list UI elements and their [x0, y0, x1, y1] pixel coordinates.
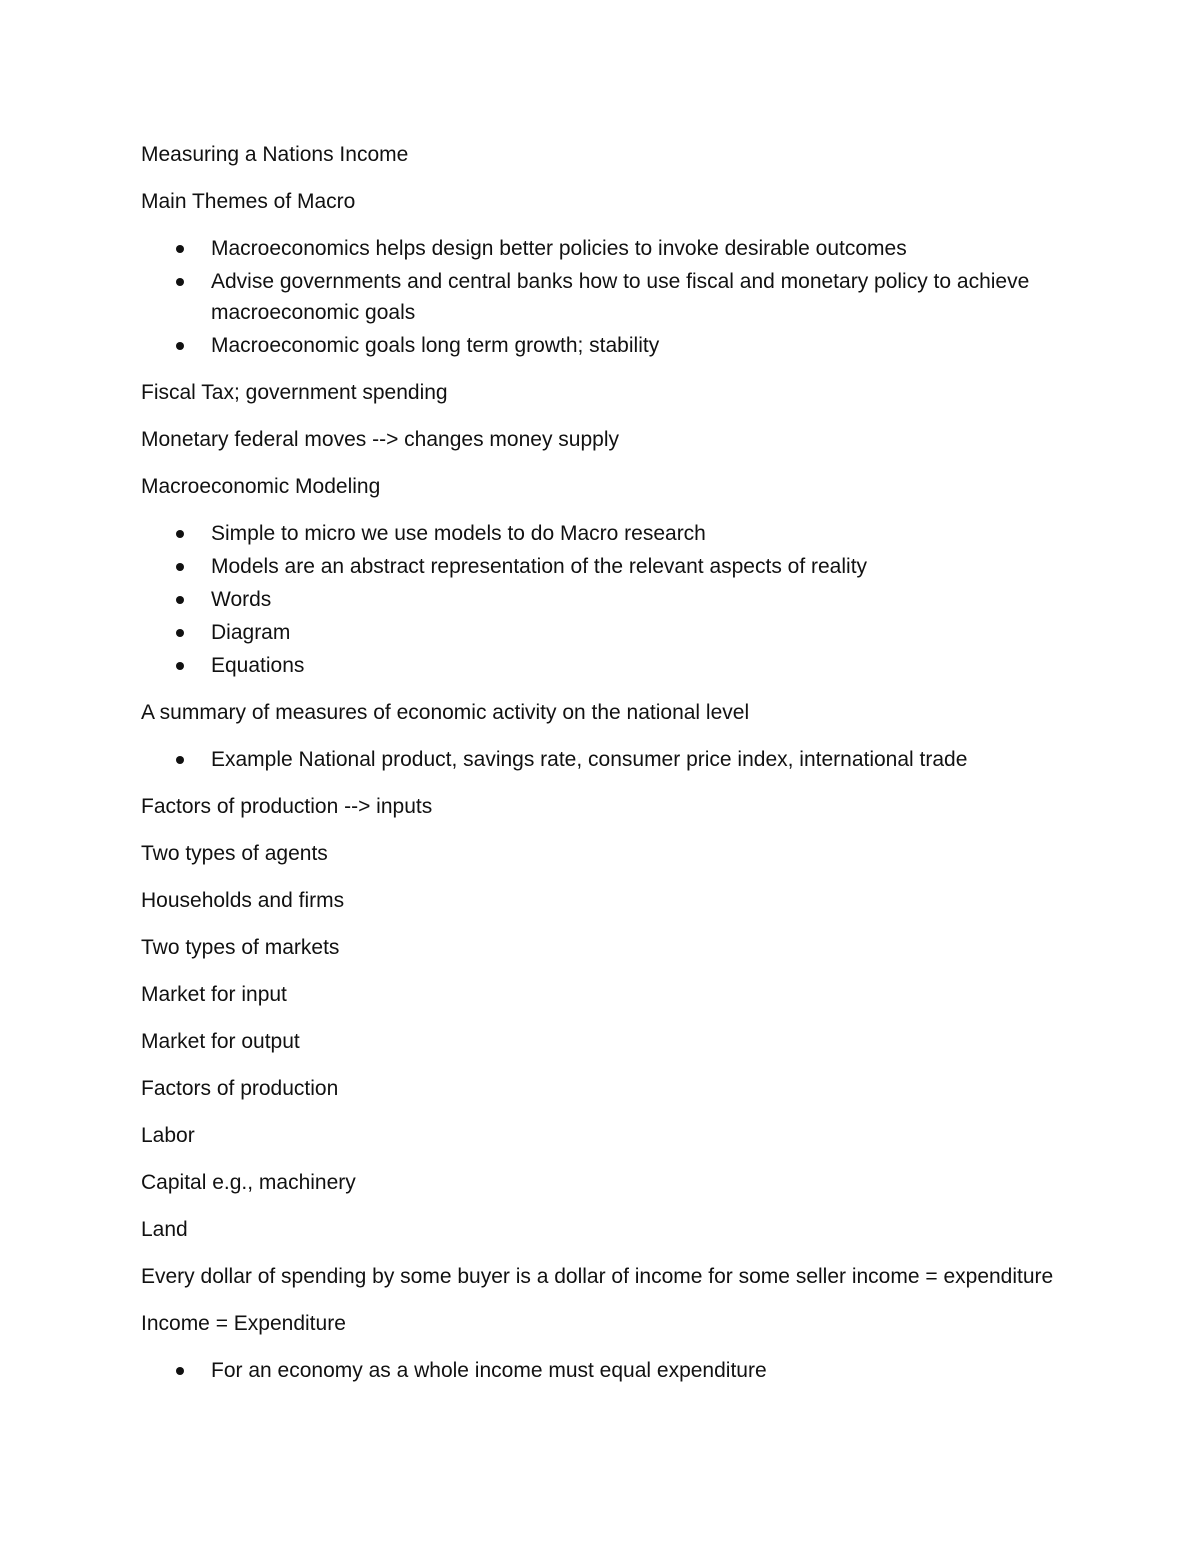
paragraph: Market for input [141, 983, 287, 1006]
paragraph: Fiscal Tax; government spending [141, 381, 448, 404]
bullet-text: Advise governments and central banks how to use fiscal and monetary policy to achieve macroeconomic goals [211, 270, 1030, 324]
bullet-list [141, 518, 1061, 681]
bullet-text: Diagram [211, 621, 291, 644]
bullet-item [141, 330, 1061, 361]
bullet-list [141, 744, 1061, 775]
bullet-dot-icon [176, 1367, 184, 1375]
bullet-item [141, 584, 1061, 615]
bullet-dot-icon [176, 756, 184, 764]
paragraph: Every dollar of spending by some buyer is a dollar of income for some seller income = expenditure [141, 1265, 1054, 1288]
bullet-text: Macroeconomic goals long term growth; stability [211, 334, 660, 357]
paragraph: Factors of production [141, 1077, 339, 1100]
paragraph: Land [141, 1218, 188, 1241]
bullet-list [141, 233, 1061, 361]
bullet-dot-icon [176, 629, 184, 637]
paragraph: Monetary federal moves --> changes money supply [141, 428, 619, 451]
bullet-text: For an economy as a whole income must equal expenditure [211, 1359, 767, 1382]
document-body [141, 139, 1061, 1402]
bullet-dot-icon [176, 245, 184, 253]
bullet-item [141, 266, 1061, 328]
bullet-dot-icon [176, 596, 184, 604]
bullet-list [141, 1355, 1061, 1386]
bullet-text: Words [211, 588, 272, 611]
bullet-item [141, 744, 1061, 775]
bullet-text: Example National product, savings rate, consumer price index, international trade [211, 748, 968, 771]
bullet-text: Models are an abstract representation of the relevant aspects of reality [211, 555, 868, 578]
bullet-item [141, 650, 1061, 681]
paragraph: Macroeconomic Modeling [141, 475, 381, 498]
bullet-dot-icon [176, 278, 184, 286]
paragraph: Households and firms [141, 889, 345, 912]
bullet-dot-icon [176, 530, 184, 538]
bullet-item [141, 233, 1061, 264]
bullet-dot-icon [176, 662, 184, 670]
bullet-item [141, 1355, 1061, 1386]
paragraph: Two types of markets [141, 936, 340, 959]
paragraph: Two types of agents [141, 842, 328, 865]
paragraph: A summary of measures of economic activity on the national level [141, 701, 750, 724]
paragraph: Labor [141, 1124, 195, 1147]
bullet-text: Macroeconomics helps design better policies to invoke desirable outcomes [211, 237, 907, 260]
bullet-dot-icon [176, 563, 184, 571]
paragraph: Market for output [141, 1030, 300, 1053]
bullet-item [141, 551, 1061, 582]
paragraph: Income = Expenditure [141, 1312, 346, 1335]
paragraph: Capital e.g., machinery [141, 1171, 356, 1194]
bullet-item [141, 518, 1061, 549]
paragraph: Factors of production --> inputs [141, 795, 433, 818]
bullet-text: Equations [211, 654, 305, 677]
bullet-item [141, 617, 1061, 648]
paragraph: Measuring a Nations Income [141, 143, 409, 166]
paragraph: Main Themes of Macro [141, 190, 356, 213]
bullet-text: Simple to micro we use models to do Macro research [211, 522, 706, 545]
bullet-dot-icon [176, 342, 184, 350]
